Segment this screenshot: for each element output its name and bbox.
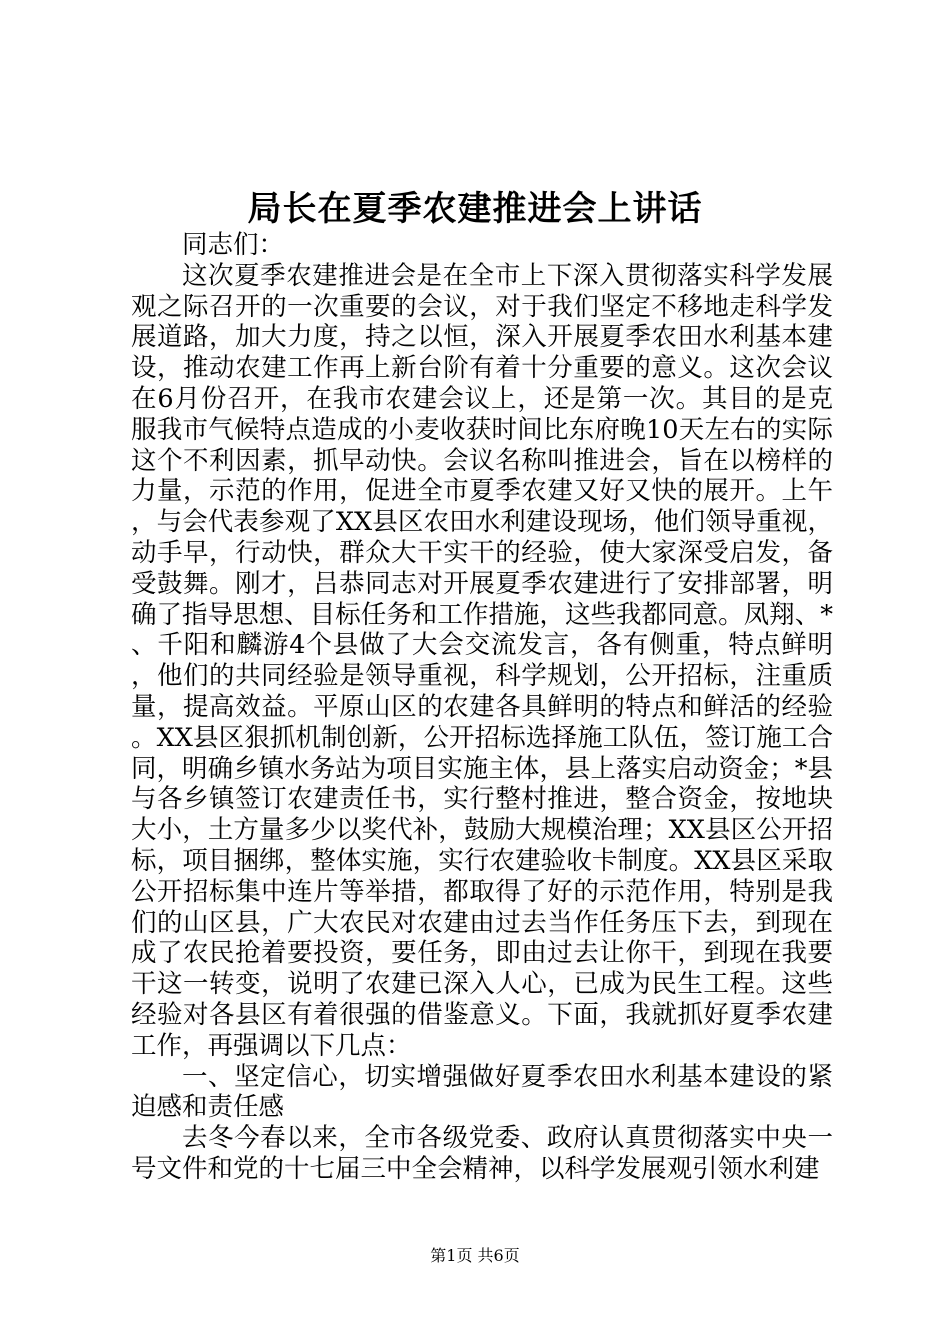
paragraph-section-1: 去冬今春以来，全市各级党委、政府认真贯彻落实中央一号文件和党的十七届三中全会精神，以科学发展观引领水利建 <box>131 1123 833 1184</box>
page-number: 第1页 共6页 <box>430 1246 520 1265</box>
salutation: 同志们： <box>182 230 285 260</box>
paragraph-intro: 这次夏季农建推进会是在全市上下深入贯彻落实科学发展观之际召开的一次重要的会议，对于我们坚定不移地走科学发展道路，加大力度，持之以恒，深入开展夏季农田水利基本建设，推动农建工作再上新台阶有着十分重要的意义。这次会议在6月份召开，在我市农建会议上，还是第一次。其目的是克服我市气候特点造成的小麦收获时间比东府晚10天左右的实际这个不利因素，抓早动快。会议名称叫推进会，旨在以榜样的力量，示范的作用，促进全市夏季农建又好又快的展开。上午，与会代表参观了XX县区农田水利建设现场，他们领导重视，动手早，行动快，群众大干实干的经验，使大家深受启发，备受鼓舞。刚才，吕恭同志对开展夏季农建进行了安排部署，明确了指导思想、目标任务和工作措施，这些我都同意。凤翔、*、千阳和麟游4个县做了大会交流发言，各有侧重，特点鲜明，他们的共同经验是领导重视，科学规划，公开招标，注重质量，提高效益。平原山区的农建各具鲜明的特点和鲜活的经验。XX县区狠抓机制创新，公开招标选择施工队伍，签订施工合同，明确乡镇水务站为项目实施主体，县上落实启动资金；*县与各乡镇签订农建责任书，实行整村推进，整合资金，按地块大小，土方量多少以奖代补，鼓励大规模治理；XX县区公开招标，项目捆绑，整体实施，实行农建验收卡制度。XX县区采取公开招标集中连片等举措，都取得了好的示范作用，特别是我们的山区县，广大农民对农建由过去当作任务压下去，到现在成了农民抢着要投资，要任务，即由过去让你干，到现在我要干这一转变，说明了农建已深入人心，已成为民生工程。这些经验对各县区有着很强的借鉴意义。下面，我就抓好夏季农建工作，再强调以下几点： <box>131 260 833 1061</box>
document-body <box>131 230 833 1185</box>
section-heading-1: 一、坚定信心，切实增强做好夏季农田水利基本建设的紧迫感和责任感 <box>131 1061 833 1123</box>
document-title: 局长在夏季农建推进会上讲话 <box>247 189 703 229</box>
